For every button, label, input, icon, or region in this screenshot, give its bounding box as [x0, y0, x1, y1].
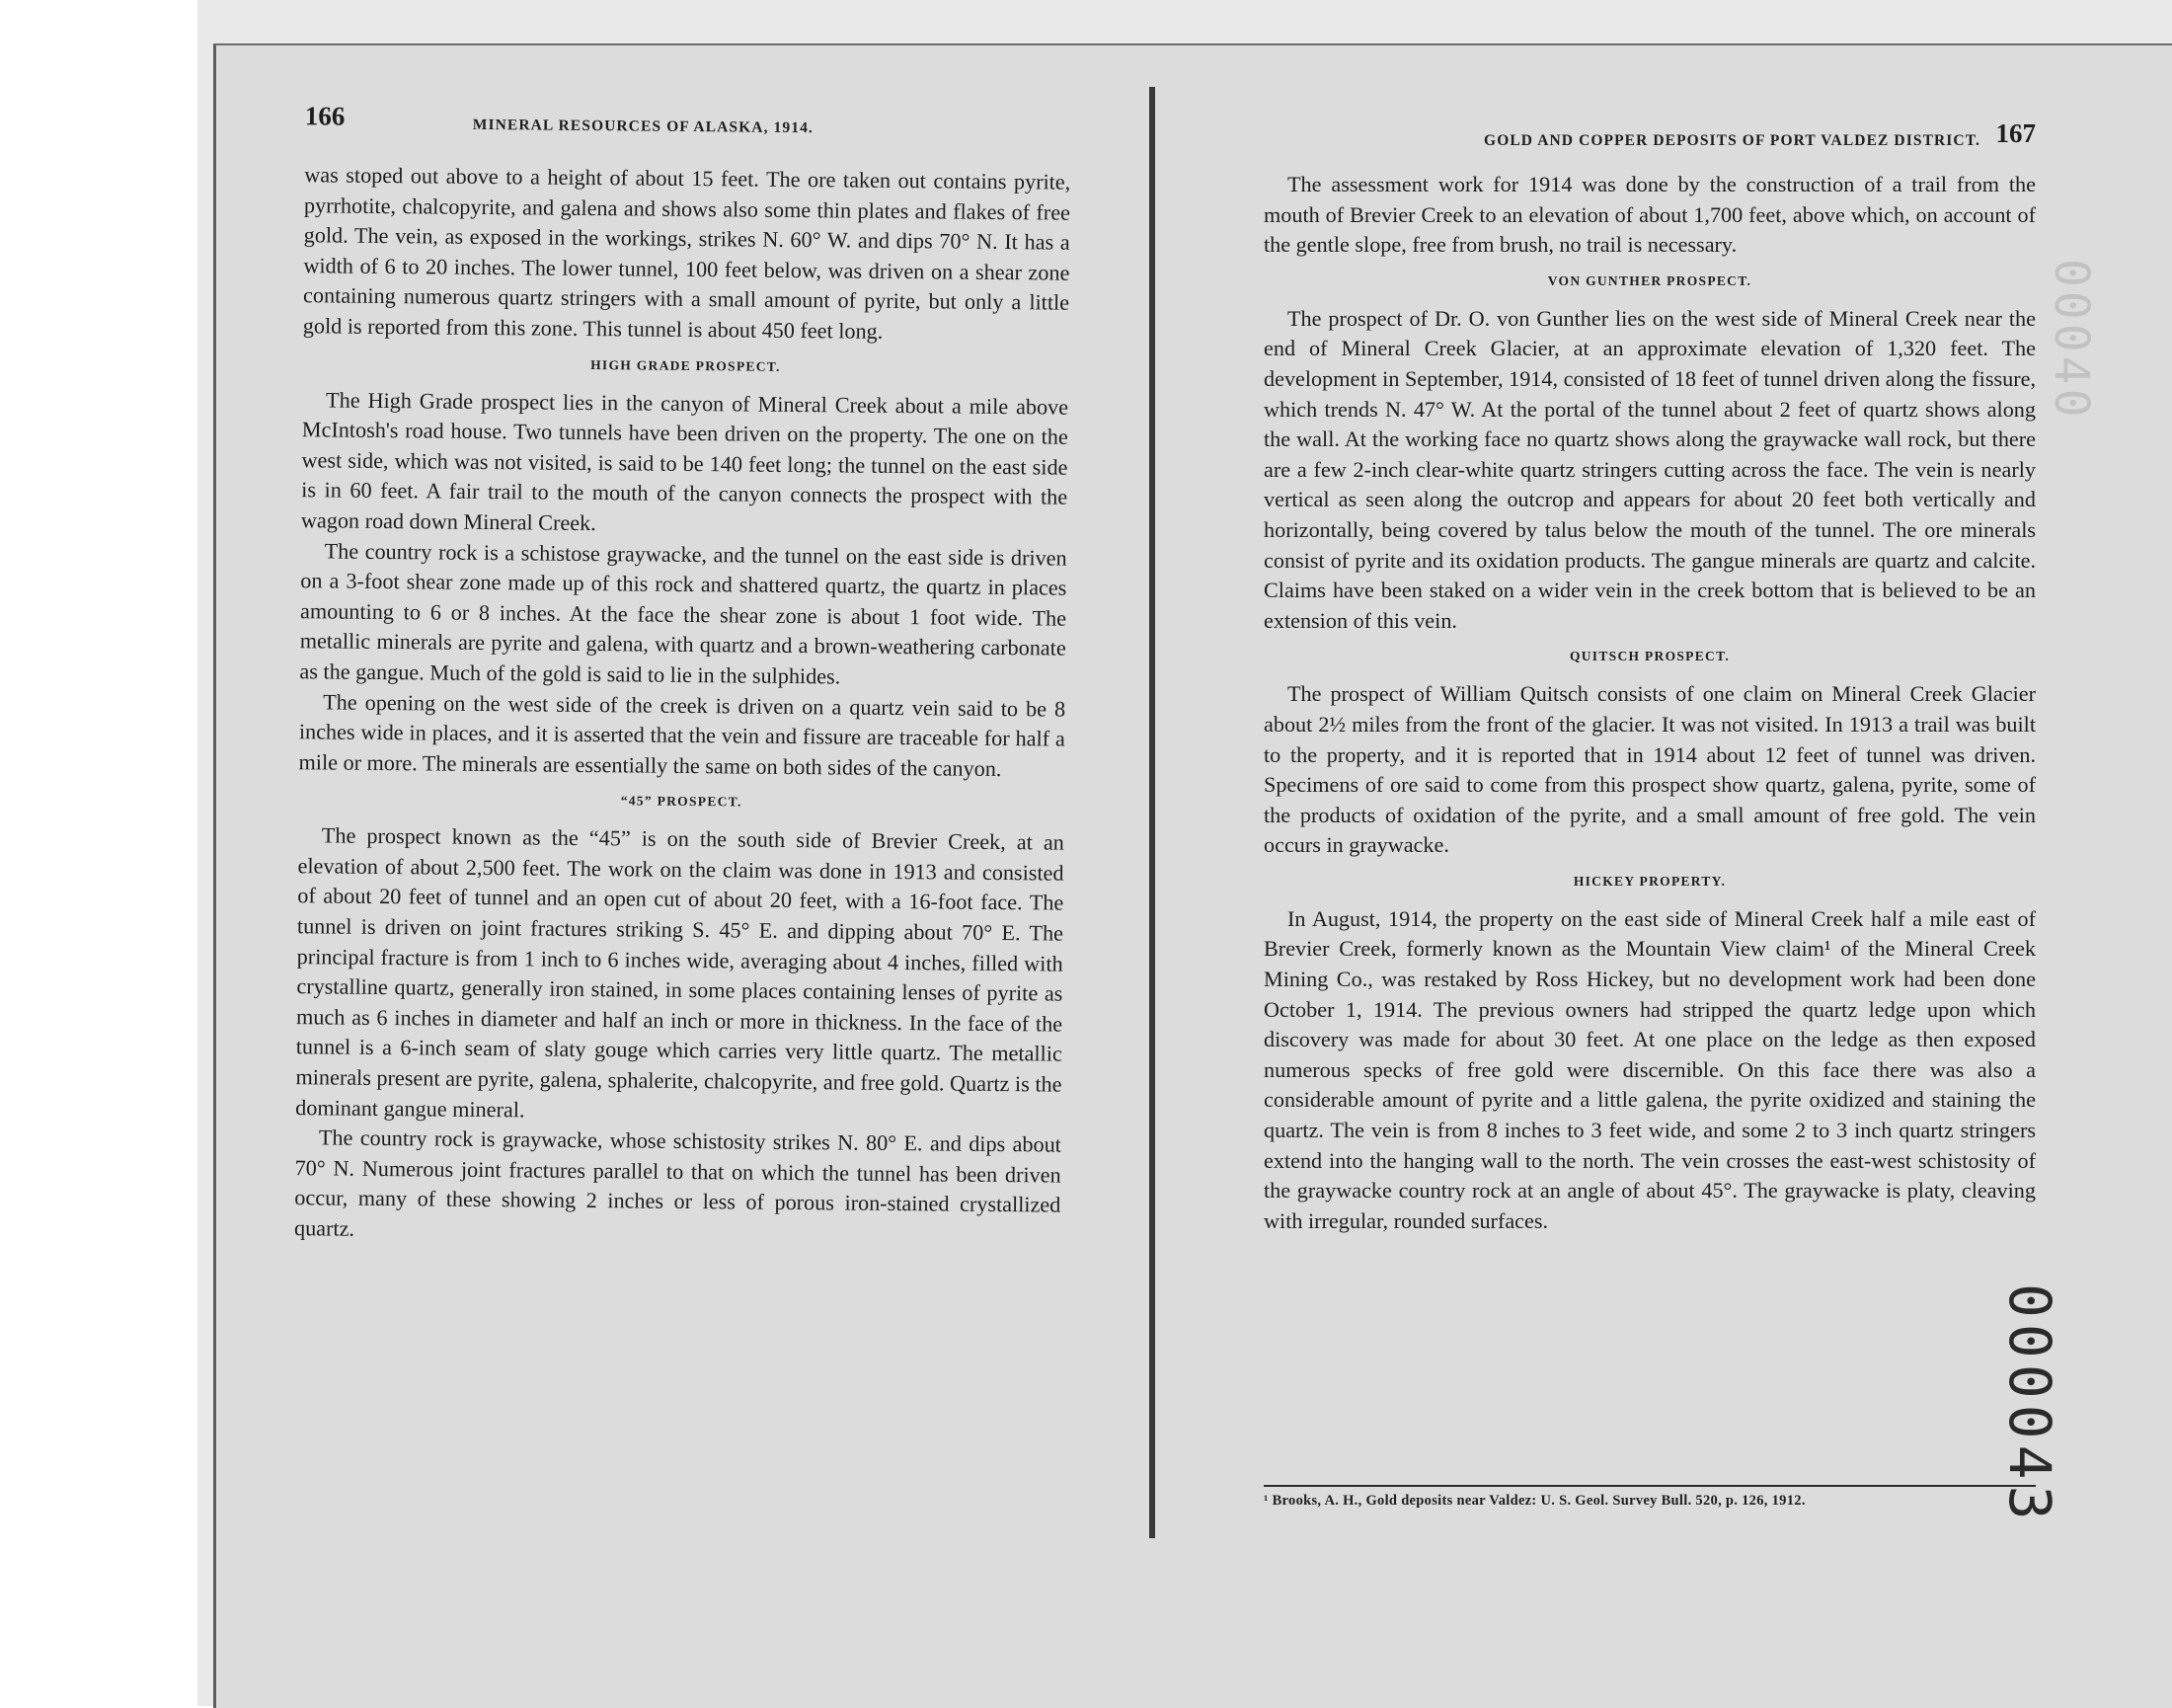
- paragraph: The prospect of William Quitsch consists of one claim on Mineral Creek Glacier about 2½ miles from the front of the glacier. It was not visited. In 1913 a trail was built to the property, and it is reported that in 1914 about 12 feet of tunnel was driven. Specimens of ore said to come from this prospect show quartz, galena, pyrite, some of the products of oxidation of the pyrite, and a small amount of free gold. The vein occurs in graywacke.: [1264, 681, 2036, 858]
- left-running-head: [281, 101, 1071, 154]
- right-running-head: [1264, 118, 2036, 164]
- left-running-head-text: MINERAL RESOURCES OF ALASKA, 1914.: [472, 116, 814, 137]
- right-page-number: 167: [1995, 118, 2036, 148]
- section-title-hickey: HICKEY PROPERTY.: [1573, 873, 1727, 889]
- frame-number-stamp: 000043: [1996, 1283, 2063, 1526]
- section-title-high-grade: HIGH GRADE PROSPECT.: [590, 356, 781, 374]
- paragraph: The assessment work for 1914 was done by the construction of a trail from the mouth of Brevier Creek to an elevation of about 1,700 feet, above which, on account of the gentle slope, free from brush, no trail is necessary.: [1264, 172, 2036, 258]
- section-title-45-prospect: “45” PROSPECT.: [620, 793, 742, 810]
- paragraph: The opening on the west side of the creek is driven on a quartz vein said to be 8 inches wide in places, and it is asserted that the vein and fissure are traceable for half a mile or more. The minerals are essentially the same on both sides of the canyon.: [298, 688, 1066, 781]
- right-running-head-text: GOLD AND COPPER DEPOSITS OF PORT VALDEZ DISTRICT.: [1484, 132, 1980, 149]
- section-title-von-gunther: VON GUNTHER PROSPECT.: [1547, 272, 1752, 288]
- paragraph: In August, 1914, the property on the east side of Mineral Creek half a mile east of Brevier Creek, formerly known as the Mountain View claim¹ of the Mineral Creek Mining Co., was restaked by Ross Hickey, but no development work had been done October 1, 1914. The previous owners had stripped the quartz ledge upon which discovery was made for about 30 feet. At one place on the ledge as then exposed numerous specks of free gold were discernible. On this face there was also a considerable amount of pyrite and a little galena, the pyrite oxidized and staining the quartz. The vein is from 8 inches to 3 feet wide, and some 2 to 3 inch quartz stringers extend into the hanging wall to the north. The vein crosses the east-west schistosity of the graywacke country rock at an angle of about 45°. The graywacke is platy, cleaving with irregular, rounded surfaces.: [1264, 905, 2036, 1233]
- paragraph: The prospect known as the “45” is on the south side of Brevier Creek, at an elevation of about 2,500 feet. The work on the claim was done in 1913 and consisted of about 20 feet of tunnel and an open cut of about 20 feet, with a 16-foot face. The tunnel is driven on joint fractures striking S. 45° E. and dipping about 70° E. The principal fracture is from 1 inch to 6 inches wide, averaging about 4 inches, filled with crystalline quartz, generally iron stained, in some places containing lenses of pyrite as much as 6 inches in diameter and half an inch or more in thickness. In the face of the tunnel is a 6-inch seam of slaty gouge which carries very little quartz. The metallic minerals present are pyrite, galena, sphalerite, chalcopyrite, and free gold. Quartz is the dominant gangue mineral.: [295, 822, 1064, 1123]
- continued-paragraph: was stoped out above to a height of about 15 feet. The ore taken out contains pyrite, pyrrhotite, chalcopyrite, and galena and shows also some thin plates and flakes of free gold. The vein, as exposed in the workings, strikes N. 60° W. and dips 70° N. It has a width of 6 to 20 inches. The lower tunnel, 100 feet below, was driven on a shear zone containing numerous quartz stringers with a small amount of pyrite, but only a little gold is reported from this zone. This tunnel is about 450 feet long.: [302, 162, 1071, 344]
- faint-frame-number-stamp: 00040: [2044, 259, 2099, 422]
- paragraph: The prospect of Dr. O. von Gunther lies on the west side of Mineral Creek near the end of Mineral Creek Glacier, at an approximate elevation of 1,320 feet. The development in September, 1914, consisted of 18 feet of tunnel driven along the fissure, which trends N. 47° W. At the portal of the tunnel about 2 feet of quartz shows along the wall. At the working face no quartz shows along the graywacke wall rock, but there are a few 2-inch clear-white quartz stringers cutting across the face. The vein is nearly vertical as seen along the outcrop and appears for about 20 feet both vertically and horizontally, being covered by talus below the mouth of the tunnel. The ore minerals consist of pyrite and its oxidation products. The gangue minerals are quartz and calcite. Claims have been staked on a wider vein in the creek bottom that is believed to be an extension of this vein.: [1264, 305, 2036, 633]
- paragraph: The country rock is a schistose graywacke, and the tunnel on the east side is driven on a 3-foot shear zone made up of this rock and shattered quartz, the quartz in places amounting to 6 or 8 inches. At the face the shear zone is about 1 foot wide. The metallic minerals are pyrite and galena, with quartz and a brown-weathering carbonate as the gangue. Much of the gold is said to lie in the sulphides.: [299, 537, 1067, 689]
- paragraph: The country rock is graywacke, whose schistosity strikes N. 80° E. and dips about 70° N. Numerous joint fractures parallel to that on which the tunnel has been driven occur, many of these showing 2 inches or less of porous iron-stained crystallized quartz.: [293, 1125, 1062, 1241]
- paragraph: The High Grade prospect lies in the canyon of Mineral Creek about a mile above McIntosh's road house. Two tunnels have been driven on the property. The one on the west side, which was not visited, is said to be 140 feet long; the tunnel on the east side is in 60 feet. A fair trail to the mouth of the canyon connects the prospect with the wagon road down Mineral Creek.: [300, 387, 1069, 536]
- footnote: ¹ Brooks, A. H., Gold deposits near Valdez: U. S. Geol. Survey Bull. 520, p. 126, 1912.: [1264, 1485, 2036, 1510]
- left-page-body: [294, 160, 1071, 1251]
- left-page-number: 166: [304, 101, 346, 131]
- center-gutter: [1149, 87, 1155, 1538]
- section-title-quitsch: QUITSCH PROSPECT.: [1569, 649, 1731, 664]
- right-page-body: [1264, 170, 2036, 1236]
